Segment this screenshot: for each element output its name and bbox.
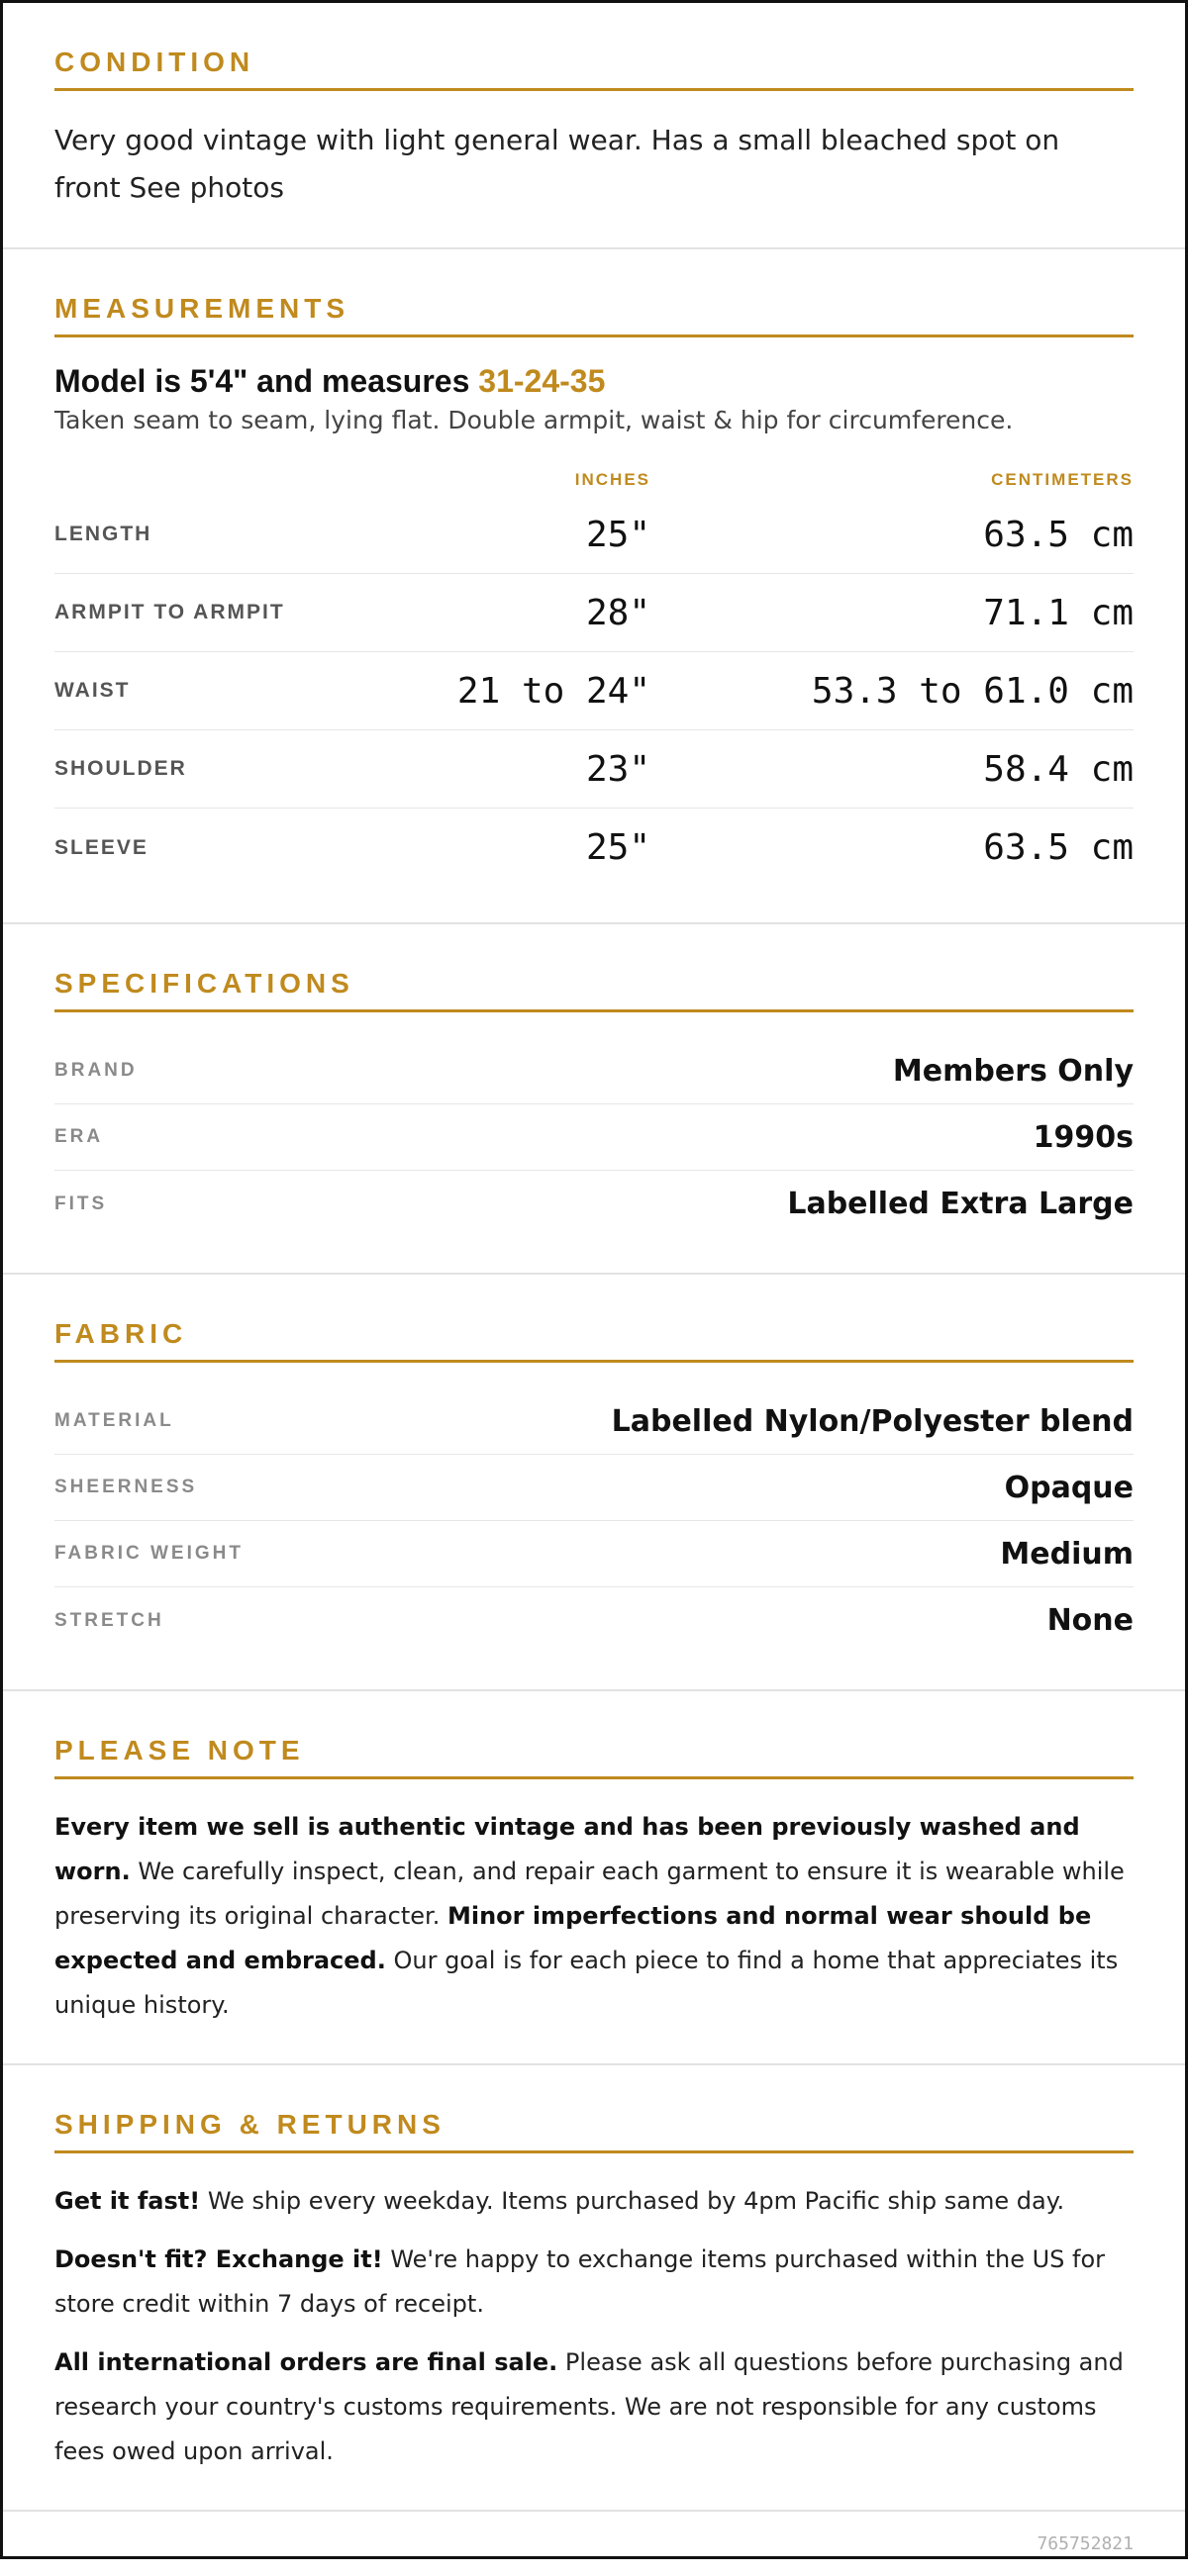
item-id: 765752821 <box>1037 2533 1134 2554</box>
fabric-row-material <box>54 1388 1134 1455</box>
table-row <box>54 809 1134 887</box>
fabric-value: Opaque <box>1004 1470 1134 1505</box>
shipping-text-1: We ship every weekday. Items purchased by 4pm Pacific ship same day. <box>200 2187 1065 2215</box>
table-row <box>54 730 1134 809</box>
please-note-title: PLEASE NOTE <box>54 1735 1134 1779</box>
note-bold-2: Minor imperfections and normal wear should be expected and embraced. <box>54 1902 1092 1974</box>
inches-column-header: INCHES <box>574 470 650 489</box>
table-row <box>54 574 1134 652</box>
measurements-header <box>54 464 1134 496</box>
shipping-bold-3: All international orders are final sale. <box>54 2348 558 2376</box>
condition-title: CONDITION <box>54 47 1134 91</box>
shipping-title: SHIPPING & RETURNS <box>54 2109 1134 2153</box>
measurements-subtitle: Taken seam to seam, lying flat. Double armpit, waist & hip for circumference. <box>54 406 1014 434</box>
measurement-label: SHOULDER <box>54 757 187 780</box>
shipping-bold-1: Get it fast! <box>54 2187 201 2215</box>
fabric-key: STRETCH <box>54 1609 164 1631</box>
measurement-inches: 21 to 24" <box>456 670 650 712</box>
condition-text: Very good vintage with light general wear. Has a small bleached spot on front See photos <box>54 124 1060 204</box>
spec-row-era <box>54 1104 1134 1171</box>
fabric-title: FABRIC <box>54 1318 1134 1363</box>
condition-section <box>3 3 1185 249</box>
measurement-inches: 28" <box>585 592 650 633</box>
specifications-title: SPECIFICATIONS <box>54 968 1134 1012</box>
fabric-value: Medium <box>1000 1536 1134 1572</box>
spec-row-brand <box>54 1038 1134 1104</box>
shipping-text-3: Please ask all questions before purchasing and research your country's customs requirements. We are not responsible for any customs fees owed upon arrival. <box>54 2348 1124 2465</box>
shipping-bold-2: Doesn't fit? Exchange it! <box>54 2245 383 2273</box>
please-note-section <box>3 1691 1185 2065</box>
model-measure-value: 31-24-35 <box>478 363 606 399</box>
please-note-text <box>54 1805 1134 2028</box>
measurement-cm: 58.4 cm <box>983 748 1134 790</box>
note-text-1: We carefully inspect, clean, and repair each garment to ensure it is wearable while preserving its original character. <box>54 1858 1125 1930</box>
measurements-title: MEASUREMENTS <box>54 293 1134 337</box>
centimeters-column-header: CENTIMETERS <box>991 470 1134 489</box>
fabric-value: None <box>1046 1603 1134 1638</box>
fabric-row-weight <box>54 1521 1134 1587</box>
measurement-inches: 23" <box>585 748 650 790</box>
fabric-row-stretch <box>54 1587 1134 1654</box>
measurement-cm: 63.5 cm <box>983 514 1134 555</box>
measurement-label: LENGTH <box>54 523 152 545</box>
measurement-label: ARMPIT TO ARMPIT <box>54 601 285 623</box>
table-row <box>54 652 1134 730</box>
measurement-label: SLEEVE <box>54 835 148 859</box>
measurement-cm: 63.5 cm <box>983 827 1134 868</box>
shipping-paragraph-3 <box>54 2340 1134 2474</box>
spec-key: BRAND <box>54 1060 138 1081</box>
shipping-paragraph-1 <box>54 2179 1134 2224</box>
note-text-2: Our goal is for each piece to find a home that appreciates its unique history. <box>54 1947 1119 2019</box>
measurement-label: WAIST <box>54 679 131 702</box>
shipping-section <box>3 2065 1185 2512</box>
shipping-text-2: We're happy to exchange items purchased within the US for store credit within 7 days of receipt. <box>54 2245 1106 2318</box>
table-row <box>54 496 1134 574</box>
model-measurements <box>54 363 1134 400</box>
spec-key: ERA <box>54 1126 104 1147</box>
measurement-cm: 53.3 to 61.0 cm <box>811 670 1134 712</box>
fabric-key: MATERIAL <box>54 1410 174 1431</box>
spec-value: 1990s <box>1033 1119 1134 1155</box>
measurement-cm: 71.1 cm <box>983 592 1134 633</box>
spec-row-fits <box>54 1171 1134 1237</box>
specifications-section <box>3 924 1185 1275</box>
fabric-key: FABRIC WEIGHT <box>54 1543 244 1564</box>
spec-key: FITS <box>54 1193 108 1214</box>
measurements-section <box>3 249 1185 924</box>
spec-value: Members Only <box>892 1053 1134 1089</box>
model-prefix: Model is 5'4" and measures <box>54 363 479 399</box>
fabric-key: SHEERNESS <box>54 1477 198 1497</box>
fabric-value: Labelled Nylon/Polyester blend <box>611 1403 1134 1439</box>
fabric-section <box>3 1275 1185 1691</box>
shipping-paragraph-2 <box>54 2238 1134 2327</box>
fabric-row-sheerness <box>54 1455 1134 1521</box>
measurement-inches: 25" <box>585 514 650 555</box>
measurement-inches: 25" <box>585 827 650 868</box>
measurements-table <box>54 464 1134 887</box>
spec-value: Labelled Extra Large <box>787 1187 1134 1221</box>
note-bold-1: Every item we sell is authentic vintage and has been previously washed and worn. <box>54 1813 1080 1885</box>
